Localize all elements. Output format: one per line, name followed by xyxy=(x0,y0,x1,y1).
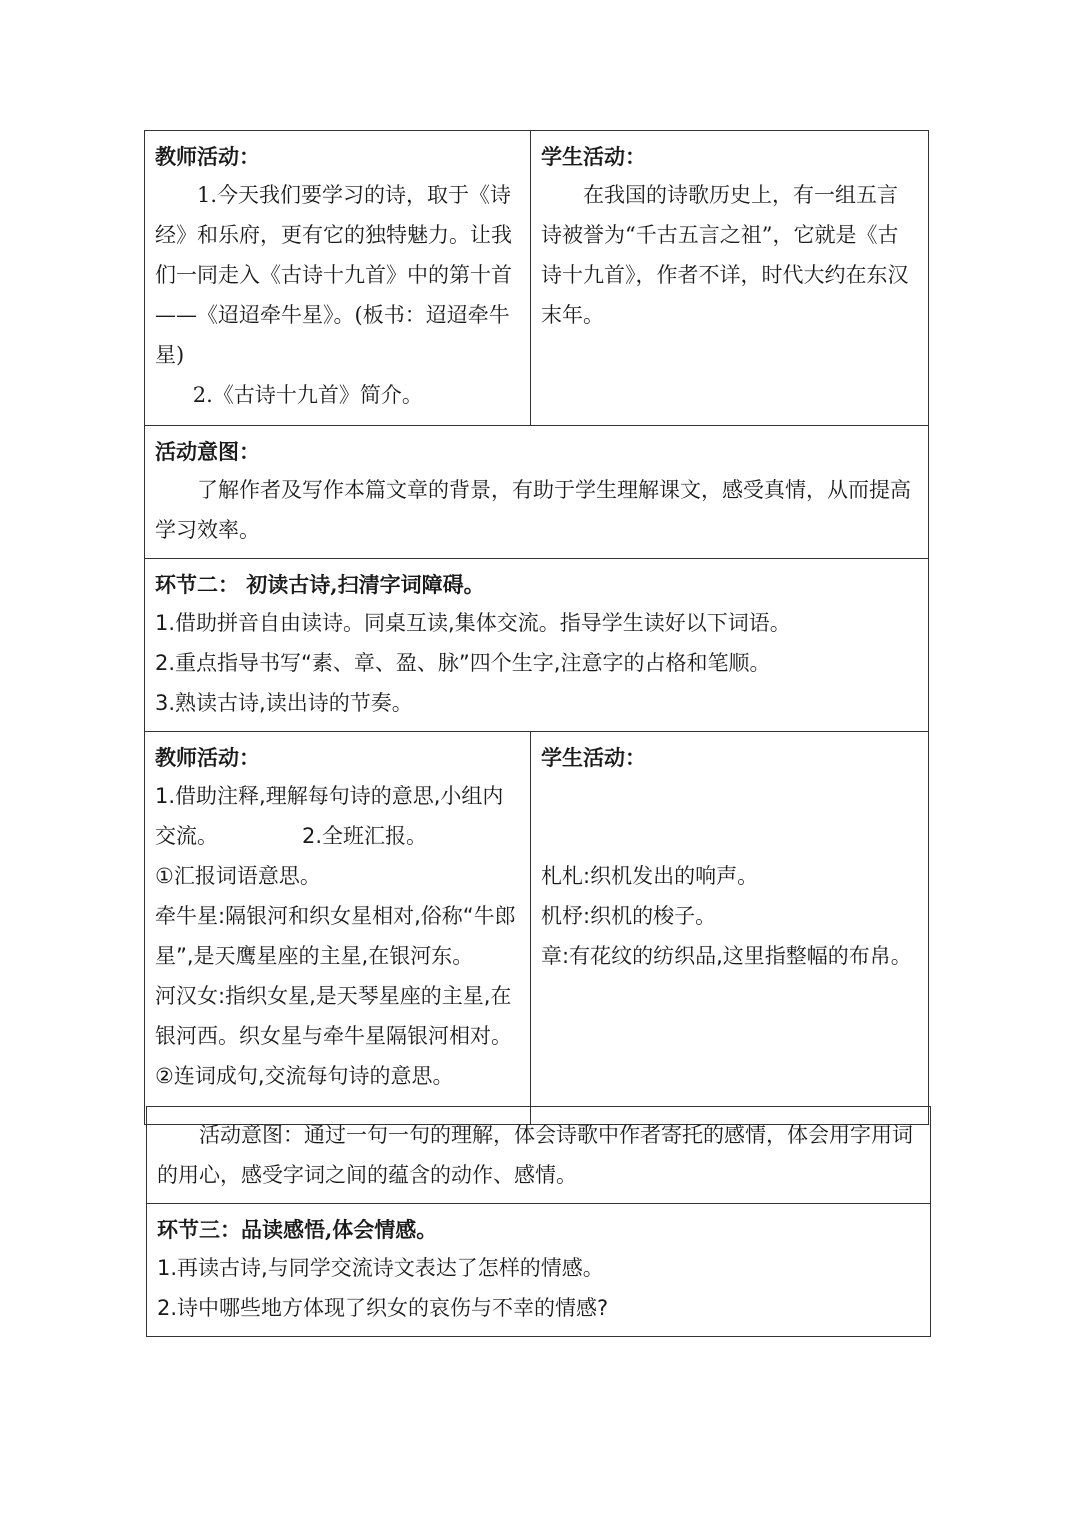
teacher-activity-line: 河汉女:指织女星,是天琴星座的主星,在银河西。织女星与牵牛星隔银河相对。 xyxy=(155,984,512,1048)
section-two-item: 3.熟读古诗,读出诗的节奏。 xyxy=(155,691,413,715)
student-activity-cell xyxy=(531,131,929,426)
activity-intent-text-2: 活动意图：通过一句一句的理解，体会诗歌中作者寄托的感情，体会用字用词的用心，感受字词之间的蕴含的动作、感情。 xyxy=(157,1123,913,1187)
student-activity-heading-2: 学生活动： xyxy=(541,745,646,770)
teacher-activity-text: 1.今天我们要学习的诗，取于《诗经》和乐府，更有它的独特魅力。让我们一同走入《古诗十九首》中的第十首——《迢迢牵牛星》。(板书：迢迢牵牛星) xyxy=(155,183,512,367)
activity-intent-cell-2 xyxy=(147,1107,931,1204)
teacher-activity-line xyxy=(155,776,520,856)
student-activity-text: 在我国的诗歌历史上，有一组五言诗被誉为“千古五言之祖”，它就是《古诗十九首》，作者不详，时代大约在东汉末年。 xyxy=(541,183,909,327)
activity-intent-text: 了解作者及写作本篇文章的背景，有助于学生理解课文，感受真情，从而提高学习效率。 xyxy=(155,478,911,542)
activity-row-1 xyxy=(145,131,929,426)
teacher-activity-heading: 教师活动： xyxy=(155,144,260,169)
student-activity-line: 机杼:织机的梭子。 xyxy=(541,904,717,928)
intent-row-2 xyxy=(147,1107,931,1204)
intent-row-1 xyxy=(145,426,929,559)
teacher-step-2: 2.全班汇报。 xyxy=(302,824,428,848)
activity-intent-heading: 活动意图： xyxy=(155,439,260,464)
teacher-step-1: 1.借助注释,理解每句诗的意思,小组内交流。 xyxy=(155,784,504,848)
teacher-activity-line: 牵牛星:隔银河和织女星相对,俗称“牛郎星”,是天鹰星座的主星,在银河东。 xyxy=(155,904,516,968)
teacher-activity-cell-2 xyxy=(145,732,531,1125)
section-two-row xyxy=(145,559,929,732)
section-three-item: 2.诗中哪些地方体现了织女的哀伤与不幸的情感? xyxy=(157,1296,609,1320)
student-activity-cell-2 xyxy=(531,732,929,1125)
teacher-activity-intro: 2.《古诗十九首》简介。 xyxy=(192,383,423,407)
teacher-activity-line: ①汇报词语意思。 xyxy=(155,864,321,888)
section-two-cell xyxy=(145,559,929,732)
section-three-row xyxy=(147,1204,931,1337)
section-three-heading: 环节三：品读感悟,体会情感。 xyxy=(157,1217,438,1242)
activity-intent-cell xyxy=(145,426,929,559)
student-activity-line: 札札:织机发出的响声。 xyxy=(541,864,759,888)
teacher-activity-cell xyxy=(145,131,531,426)
teacher-activity-line: ②连词成句,交流每句诗的意思。 xyxy=(155,1064,454,1088)
section-two-heading: 环节二： 初读古诗,扫清字词障碍。 xyxy=(155,572,485,597)
teacher-activity-heading-2: 教师活动： xyxy=(155,745,260,770)
activity-row-2 xyxy=(145,732,929,1125)
section-three-cell xyxy=(147,1204,931,1337)
section-two-item: 2.重点指导书写“素、章、盈、脉”四个生字,注意字的占格和笔顺。 xyxy=(155,651,771,675)
student-activity-heading: 学生活动： xyxy=(541,144,646,169)
lesson-table-top xyxy=(144,130,929,1125)
section-two-item: 1.借助拼音自由读诗。同桌互读,集体交流。指导学生读好以下词语。 xyxy=(155,611,791,635)
student-activity-line: 章:有花纹的纺织品,这里指整幅的布帛。 xyxy=(541,944,912,968)
section-three-item: 1.再读古诗,与同学交流诗文表达了怎样的情感。 xyxy=(157,1256,604,1280)
lesson-table-bottom xyxy=(146,1106,931,1337)
